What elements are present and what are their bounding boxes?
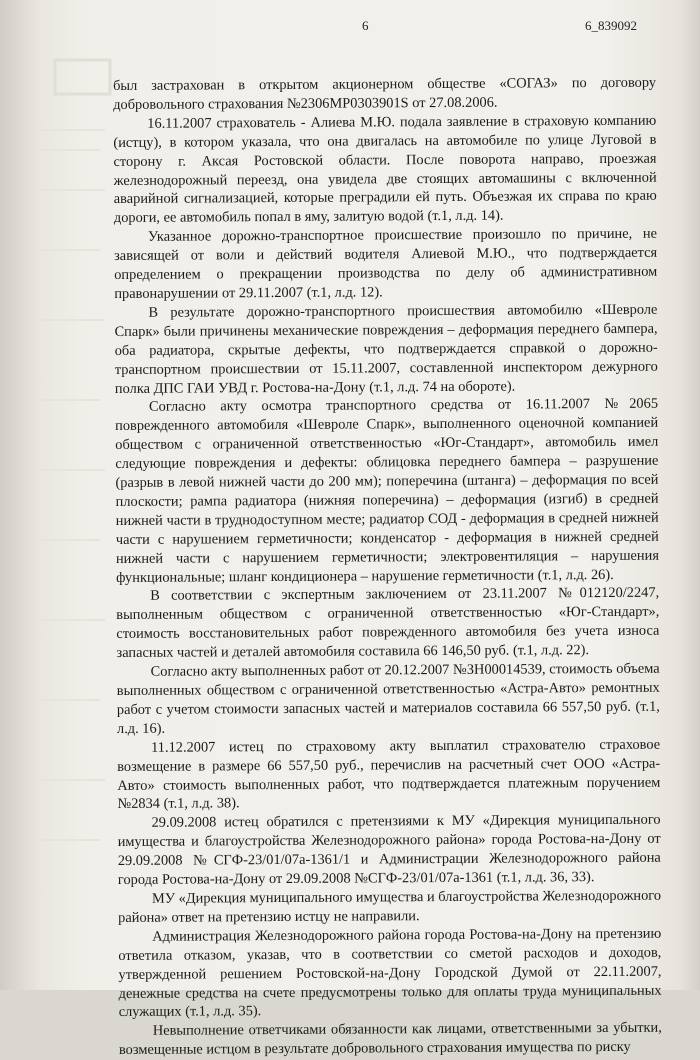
document-body <box>113 74 662 1060</box>
paragraph: 11.12.2007 истец по страховому акту выплатил страхователю страховое возмещение в размере 66 557,50 руб., перечислив на расчетный счет ООО «Астра-Авто» стоимость выполненных работ, что подтверждается платежным поручением №2834 (т.1, л.д. 38). <box>117 736 661 813</box>
paragraph: В соответствии с экспертным заключением от 23.11.2007 №012120/2247, выполненным обществом с ограниченной ответственностью «Юг-Стандарт», стоимость восстановительных работ поврежденного автомобиля без учета износа запасных частей и деталей автомобиля составила 66 146,50 руб. (т.1, л.д. 22). <box>116 585 660 662</box>
paragraph: Согласно акту осмотра транспортного средства от 16.11.2007 №2065 поврежденного автомобиля «Шевроле Спарк», выполненного оценочной компанией обществом с ограниченной ответственностью «Юг-Стандарт», автомобиль имел следующие повреждения и дефекты: облицовка переднего бампера – разрушение (разрыв в левой нижней части до 200 мм); поперечина (штанга) – деформация по всей плоскости; рампа радиатора (нижняя поперечина) – деформация (изгиб) в средней нижней части в труднодоступном месте; радиатор СОД - деформация в средней нижней части с нарушением герметичности; конденсатор - деформация в нижней средней нижней части с нарушением герметичности; электровентиляция – нарушения функциональные; шланг кондиционера – нарушение герметичности (т.1, л.д. 26). <box>115 396 659 586</box>
paragraph: Администрация Железнодорожного района города Ростова-на-Дону на претензию ответила отказом, указав, что в соответствии со сметой расходов и доходов, утвержденной решением Ростовской-на-Дону Городской Думой от 22.11.2007, денежные средства на счете предусмотрены только для оплаты труда муниципальных служащих (т.1, л.д. 35). <box>118 925 662 1021</box>
paragraph: Указанное дорожно-транспортное происшествие произошло по причине, не зависящей от воли и действий водителя Алиевой М.Ю., что подтверждается определением о прекращении производства по делу об административном правонарушении от 29.11.2007 (т.1, л.д. 12). <box>114 225 658 302</box>
document-id: 6_839092 <box>585 18 637 33</box>
paragraph: Согласно акту выполненных работ от 20.12.2007 №ЗН00014539, стоимость объема выполненных обществом с ограниченной ответственностью «Астра-Авто» ремонтных работ с учетом стоимости запасных частей и материалов составила 66 557,50 руб. (т.1, л.д. 16). <box>116 660 660 737</box>
paragraph: В результате дорожно-транспортного происшествия автомобилю «Шевроле Спарк» были причинены механические повреждения – деформация переднего бампера, оба радиатора, скрытые дефекты, что подтверждается справкой о дорожно-транспортном происшествии от 15.11.2007, составленной инспектором дежурного полка ДПС ГАИ УВД г. Ростова-на-Дону (т.1, л.д. 74 на обороте). <box>114 301 658 397</box>
paragraph: 29.09.2008 истец обратился с претензиями к МУ «Дирекция муниципального имущества и благоустройства Железнодорожного района» города Ростова-на-Дону от 29.09.2008 №СГФ-23/01/07а-1361/1 и Администрации Железнодорожного района города Ростова-на-Дону от 29.09.2008 №СГФ-23/01/07а-1361 (т.1, л.д. 36, 33). <box>117 812 661 889</box>
paragraph: 16.11.2007 страхователь - Алиева М.Ю. подала заявление в страховую компанию (истцу), в котором указала, что она двигалась на автомобиле по улице Луговой в сторону г. Аксая Ростовской области. После поворота направо, проезжая железнодорожный переезд, она увидела две стоящих автомашины с включенной аварийной сигнализацией, которые преградили ей путь. Объезжая их справа по краю дороги, ее автомобиль попал в яму, залитую водой (т.1, л.д. 14). <box>113 112 657 227</box>
paragraph: МУ «Дирекция муниципального имущества и благоустройства Железнодорожного района» ответ на претензию истцу не направили. <box>118 887 662 926</box>
page-number: 6 <box>362 18 369 33</box>
paragraph: был застрахован в открытом акционерном обществе «СОГАЗ» по договору добровольного страхования №2306МР0303901S от 27.08.2006. <box>113 74 657 113</box>
paragraph: Невыполнение ответчиками обязанности как лицами, ответственными за убытки, возмещенные истцом в результате добровольного страхования имущества по риску <box>118 1019 662 1059</box>
